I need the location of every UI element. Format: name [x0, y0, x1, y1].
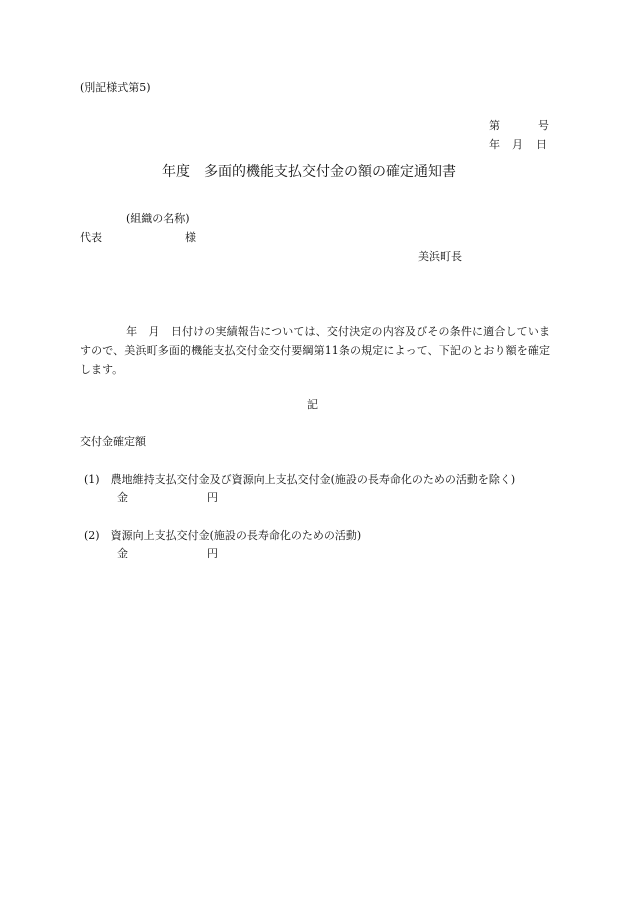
- date-month: 月: [512, 138, 523, 151]
- form-label: (別記様式第5): [80, 81, 151, 94]
- organization-name: (組織の名称): [126, 212, 190, 225]
- body-text: 年 月 日付けの実績報告については、交付決定の内容及びその条件に適合していますので、美浜町多面的機能支払交付金交付要綱第11条の規定によって、下記のとおり額を確定します。: [80, 325, 550, 376]
- item-1-label: (1) 農地維持支払交付金及び資源向上支払交付金(施設の長寿命化のための活動を除く): [84, 473, 516, 486]
- section-heading: 交付金確定額: [80, 435, 146, 448]
- document-title: 年度 多面的機能支払交付金の額の確定通知書: [162, 164, 456, 180]
- number-go: 号: [538, 119, 549, 132]
- date-year: 年: [489, 138, 500, 151]
- item-1-en: 円: [207, 491, 218, 504]
- item-2-kin: 金: [117, 547, 128, 560]
- body-paragraph: [80, 322, 550, 379]
- honorific: 様: [185, 231, 196, 244]
- representative-label: 代表: [80, 231, 102, 244]
- number-dai: 第: [489, 119, 500, 132]
- date-day: 日: [536, 138, 547, 151]
- sender-name: 美浜町長: [418, 250, 462, 263]
- item-2-label: (2) 資源向上支払交付金(施設の長寿命化のための活動): [84, 529, 362, 542]
- item-2-en: 円: [207, 547, 218, 560]
- ki-marker: 記: [307, 398, 318, 411]
- item-1-kin: 金: [117, 491, 128, 504]
